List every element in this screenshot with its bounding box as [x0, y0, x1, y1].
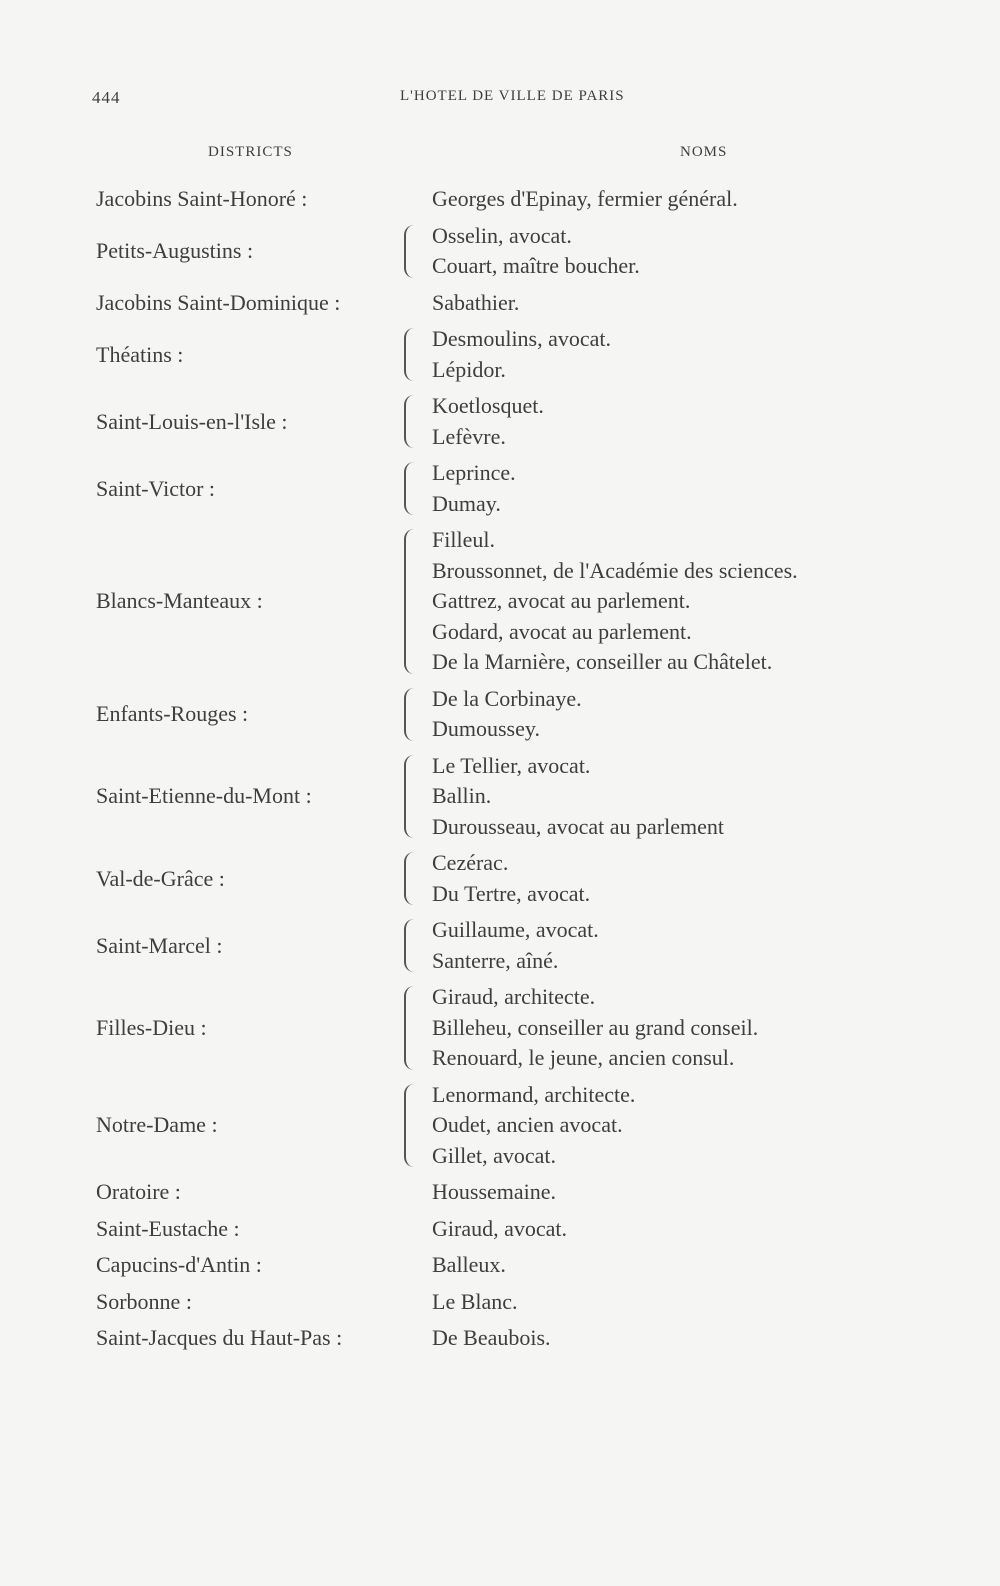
- list-item: Broussonnet, de l'Académie des sciences.: [432, 557, 798, 583]
- page-number: 444: [92, 88, 121, 107]
- district-name: Saint-Etienne-du-Mont :: [96, 783, 312, 809]
- list-item: Lépidor.: [432, 356, 506, 382]
- district-entry: [0, 221, 1000, 282]
- district-name: Saint-Marcel :: [96, 932, 223, 958]
- names-list: [432, 221, 640, 282]
- district-name: Jacobins Saint-Dominique :: [96, 289, 341, 315]
- district-entry: [0, 1323, 1000, 1354]
- district-name: Saint-Louis-en-l'Isle :: [96, 408, 288, 434]
- district-name: Blancs-Manteaux :: [96, 588, 263, 614]
- brace-mark: [404, 328, 420, 381]
- district-name: Sorbonne :: [96, 1288, 192, 1314]
- list-item: De la Marnière, conseiller au Châtelet.: [432, 649, 773, 674]
- district-name: Saint-Jacques du Haut-Pas :: [96, 1325, 343, 1351]
- district-entry: [0, 1250, 1000, 1281]
- district-entry: [0, 1080, 1000, 1172]
- list-item: De la Corbinaye.: [432, 685, 582, 711]
- list-item: Couart, maître boucher.: [432, 253, 640, 278]
- list-item: Durousseau, avocat au parlement: [432, 813, 724, 839]
- names-list: [432, 848, 590, 909]
- district-entry: [0, 1287, 1000, 1318]
- brace-mark: [404, 225, 420, 278]
- list-item: Georges d'Epinay, fermier général.: [432, 186, 738, 211]
- list-item: Renouard, le jeune, ancien consul.: [432, 1045, 735, 1070]
- names-list: [432, 525, 798, 678]
- brace-mark: [404, 462, 420, 515]
- district-entry: [0, 391, 1000, 452]
- list-item: Sabathier.: [432, 289, 520, 315]
- district-entry: [0, 982, 1000, 1074]
- names-list: [432, 458, 516, 519]
- list-item: Lenormand, architecte.: [432, 1081, 636, 1107]
- list-item: Billeheu, conseiller au grand conseil.: [432, 1014, 759, 1040]
- district-entry: [0, 848, 1000, 909]
- district-name: Saint-Victor :: [96, 475, 216, 501]
- district-name: Notre-Dame :: [96, 1112, 218, 1138]
- list-item: Dumoussey.: [432, 716, 540, 741]
- district-name: Val-de-Grâce :: [96, 865, 225, 891]
- names-list: [432, 982, 758, 1074]
- brace-mark: [404, 1084, 420, 1168]
- list-item: Oudet, ancien avocat.: [432, 1112, 623, 1137]
- list-item: Giraud, architecte.: [432, 984, 596, 1009]
- districts-column-heading: DISTRICTS: [208, 144, 293, 160]
- district-name: Oratoire :: [96, 1179, 181, 1205]
- list-item: Giraud, avocat.: [432, 1215, 567, 1241]
- list-item: Le Tellier, avocat.: [432, 752, 591, 778]
- district-entry: [0, 525, 1000, 678]
- district-entry: [0, 324, 1000, 385]
- names-list: [432, 184, 738, 215]
- list-item: Gillet, avocat.: [432, 1142, 557, 1168]
- names-list: [432, 751, 724, 843]
- list-item: Guillaume, avocat.: [432, 917, 599, 942]
- names-list: [432, 1287, 518, 1318]
- district-name: Jacobins Saint-Honoré :: [96, 186, 308, 212]
- list-item: Desmoulins, avocat.: [432, 326, 612, 351]
- district-name: Théatins :: [96, 341, 184, 367]
- district-name: Enfants-Rouges :: [96, 701, 249, 726]
- names-list: [432, 324, 611, 385]
- district-entry: [0, 915, 1000, 976]
- district-entry: [0, 458, 1000, 519]
- brace-mark: [404, 919, 420, 972]
- district-entry: [0, 184, 1000, 215]
- district-name: Petits-Augustins :: [96, 238, 254, 263]
- names-list: [432, 1214, 567, 1245]
- list-item: Osselin, avocat.: [432, 222, 572, 248]
- noms-column-heading: NOMS: [680, 144, 728, 160]
- list-item: Ballin.: [432, 783, 492, 808]
- brace-mark: [404, 529, 420, 674]
- district-name: Saint-Eustache :: [96, 1215, 240, 1241]
- list-item: Filleul.: [432, 527, 495, 552]
- names-list: [432, 915, 599, 976]
- list-item: Koetlosquet.: [432, 393, 544, 418]
- list-item: Dumay.: [432, 490, 501, 516]
- list-item: Leprince.: [432, 460, 516, 485]
- district-entry: [0, 1214, 1000, 1245]
- running-title: L'HOTEL DE VILLE DE PARIS: [400, 88, 625, 104]
- district-name: Capucins-d'Antin :: [96, 1252, 262, 1278]
- names-list: [432, 1177, 556, 1208]
- list-item: Le Blanc.: [432, 1288, 518, 1314]
- list-item: De Beaubois.: [432, 1325, 551, 1350]
- running-head: [92, 88, 952, 112]
- district-entry: [0, 684, 1000, 745]
- names-list: [432, 1323, 551, 1354]
- brace-mark: [404, 986, 420, 1070]
- names-list: [432, 288, 519, 319]
- district-entry: [0, 751, 1000, 843]
- district-entry: [0, 288, 1000, 319]
- list-item: Houssemaine.: [432, 1179, 557, 1204]
- list-item: Santerre, aîné.: [432, 947, 559, 973]
- list-item: Balleux.: [432, 1252, 506, 1277]
- district-name: Filles-Dieu :: [96, 1014, 207, 1040]
- list-item: Gattrez, avocat au parlement.: [432, 588, 691, 613]
- list-item: Cezérac.: [432, 850, 509, 875]
- list-item: Du Tertre, avocat.: [432, 880, 591, 906]
- brace-mark: [404, 688, 420, 741]
- names-list: [432, 1250, 506, 1281]
- brace-mark: [404, 395, 420, 448]
- list-item: Lefèvre.: [432, 423, 506, 449]
- list-item: Godard, avocat au parlement.: [432, 618, 692, 644]
- names-list: [432, 684, 582, 745]
- district-entry: [0, 1177, 1000, 1208]
- names-list: [432, 391, 544, 452]
- brace-mark: [404, 852, 420, 905]
- brace-mark: [404, 755, 420, 839]
- names-list: [432, 1080, 635, 1172]
